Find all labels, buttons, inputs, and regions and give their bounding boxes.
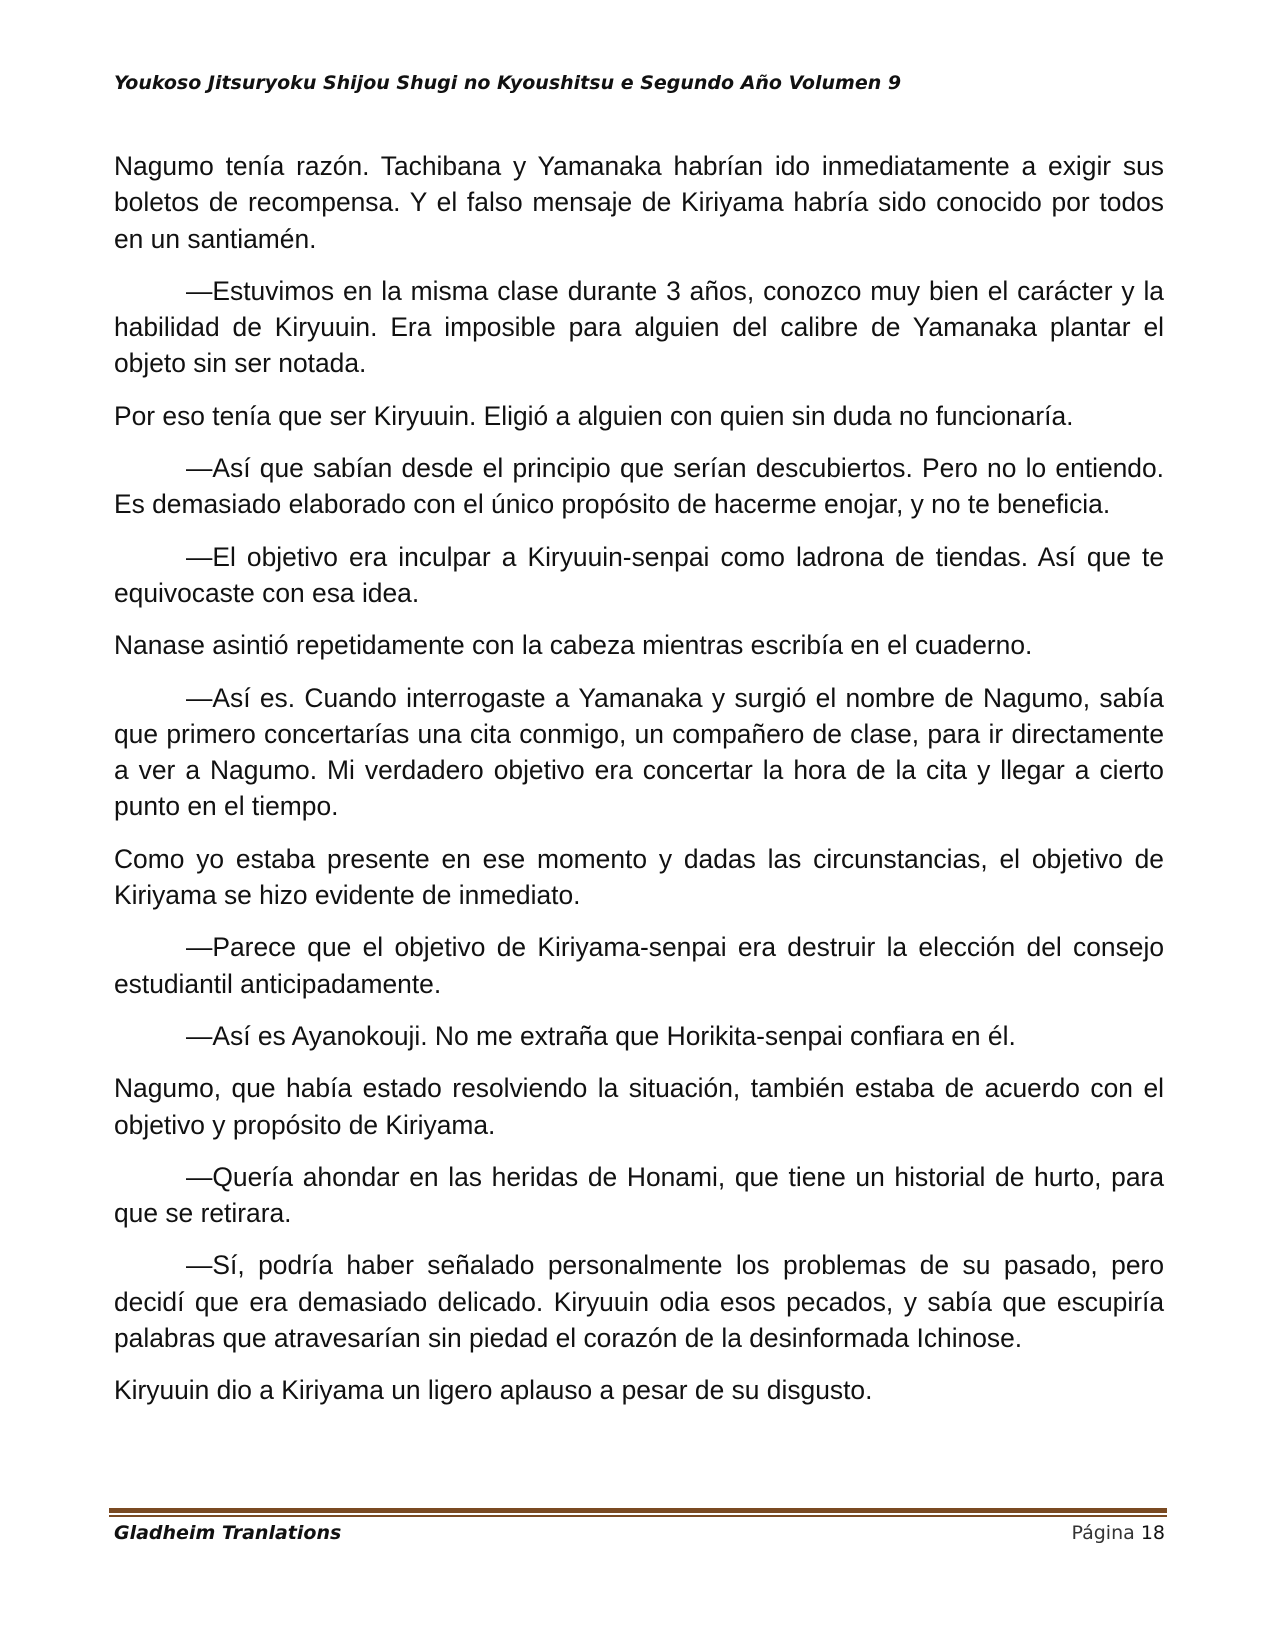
- paragraph-12: —Quería ahondar en las heridas de Honami, que tiene un historial de hurto, para que se retirara.: [114, 1161, 1164, 1229]
- footer-rule-thin: [109, 1515, 1167, 1517]
- paragraph-13: —Sí, podría haber señalado personalmente los problemas de su pasado, pero decidí que era demasiado delicado. Kiryuuin odia esos pecados, y sabía que escupiría palabras que atravesarían sin piedad el corazón de la desinformada Ichinose.: [114, 1250, 1164, 1354]
- paragraph-7: —Así es. Cuando interrogaste a Yamanaka y surgió el nombre de Nagumo, sabía que primero concertarías una cita conmigo, un compañero de clase, para ir directamente a ver a Nagumo. Mi verdadero objetivo era concertar la hora de la cita y llegar a cierto punto en el tiempo.: [114, 682, 1164, 822]
- paragraph-6: Nanase asintió repetidamente con la cabeza mientras escribía en el cuaderno.: [114, 630, 1033, 661]
- paragraph-10: —Así es Ayanokouji. No me extraña que Horikita-senpai confiara en él.: [186, 1020, 1016, 1051]
- page-number: 18: [1140, 1522, 1165, 1544]
- paragraph-4: —Así que sabían desde el principio que serían descubiertos. Pero no lo entiendo. Es demasiado elaborado con el único propósito de hacerme enojar, y no te beneficia.: [114, 453, 1164, 520]
- paragraph-14: Kiryuuin dio a Kiriyama un ligero aplauso a pesar de su disgusto.: [114, 1375, 873, 1406]
- running-header: Youkoso Jitsuryoku Shijou Shugi no Kyoushitsu e Segundo Año Volumen 9: [114, 72, 902, 94]
- paragraph-1: Nagumo tenía razón. Tachibana y Yamanaka habrían ido inmediatamente a exigir sus boletos de recompensa. Y el falso mensaje de Kiriyama habría sido conocido por todos en un santiamén.: [114, 151, 1164, 254]
- footer-rule-thick: [109, 1508, 1167, 1513]
- footer-publisher: Gladheim Tranlations: [114, 1522, 342, 1544]
- paragraph-2: —Estuvimos en la misma clase durante 3 años, conozco muy bien el carácter y la habilidad de Kiryuuin. Era imposible para alguien del calibre de Yamanaka plantar el objeto sin ser notada.: [114, 275, 1164, 379]
- paragraph-5: —El objetivo era inculpar a Kiryuuin-senpai como ladrona de tiendas. Así que te equivocaste con esa idea.: [114, 541, 1164, 608]
- page-body: [114, 148, 1164, 1425]
- paragraph-9: —Parece que el objetivo de Kiriyama-senpai era destruir la elección del consejo estudiantil anticipadamente.: [114, 932, 1164, 999]
- paragraph-8: Como yo estaba presente en ese momento y dadas las circunstancias, el objetivo de Kiriyama se hizo evidente de inmediato.: [114, 843, 1164, 911]
- page-number-block: [1071, 1522, 1165, 1544]
- page-label: Página: [1071, 1522, 1135, 1544]
- paragraph-3: Por eso tenía que ser Kiryuuin. Eligió a alguien con quien sin duda no funcionaría.: [114, 400, 1074, 431]
- paragraph-11: Nagumo, que había estado resolviendo la situación, también estaba de acuerdo con el objetivo y propósito de Kiriyama.: [114, 1073, 1164, 1140]
